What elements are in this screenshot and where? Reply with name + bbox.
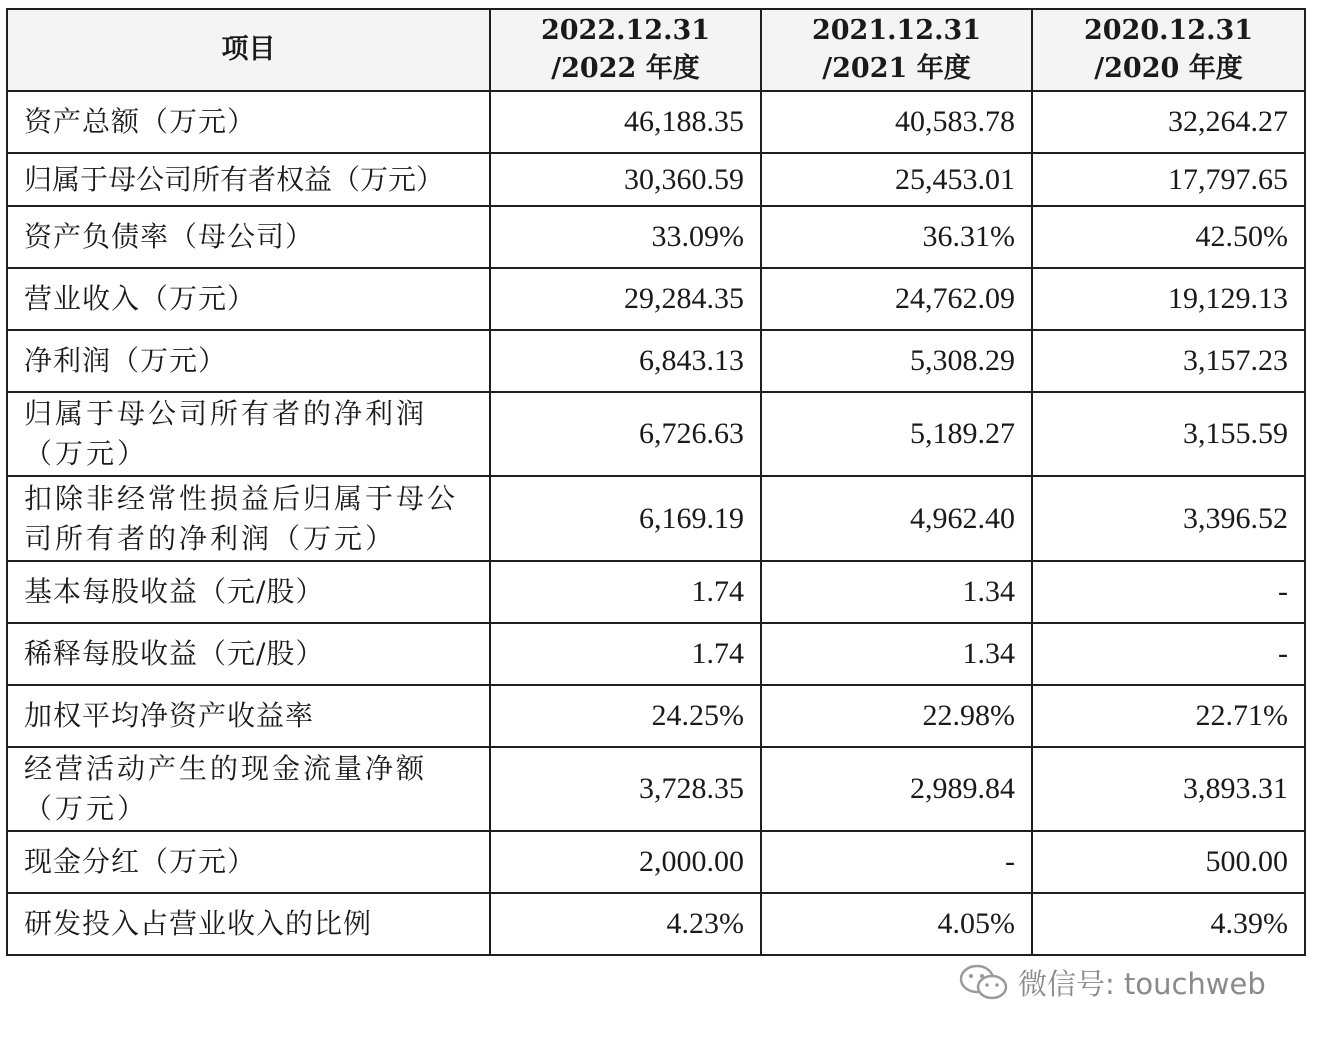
wechat-watermark [958, 960, 1266, 1004]
header-2020 [1032, 9, 1305, 91]
row-label: 经营活动产生的现金流量净额（万元） [7, 747, 490, 831]
header-2022-year: /2022 年度 [551, 53, 700, 84]
financial-data-table [6, 8, 1306, 956]
value-2022: 2,000.00 [490, 831, 761, 893]
header-2021 [761, 9, 1032, 91]
row-label: 加权平均净资产收益率 [7, 685, 490, 747]
value-2022: 24.25% [490, 685, 761, 747]
table-row [7, 747, 1305, 831]
header-2021-year: /2021 年度 [822, 53, 971, 84]
value-2020: 3,157.23 [1032, 330, 1305, 392]
header-2020-date: 2020.12.31 [1083, 15, 1254, 46]
value-2022: 29,284.35 [490, 268, 761, 330]
table-row [7, 623, 1305, 685]
table-row [7, 476, 1305, 561]
table-row [7, 561, 1305, 623]
table-row [7, 893, 1305, 955]
header-item: 项目 [7, 9, 490, 91]
value-2021: 2,989.84 [761, 747, 1032, 831]
value-2022: 6,843.13 [490, 330, 761, 392]
table-row [7, 206, 1305, 268]
header-2020-year: /2020 年度 [1094, 53, 1243, 84]
value-2022: 3,728.35 [490, 747, 761, 831]
row-label: 基本每股收益（元/股） [7, 561, 490, 623]
value-2020: 3,893.31 [1032, 747, 1305, 831]
row-label: 净利润（万元） [7, 330, 490, 392]
value-2022: 30,360.59 [490, 153, 761, 206]
value-2022: 6,169.19 [490, 476, 761, 561]
value-2021: 5,189.27 [761, 392, 1032, 476]
row-label: 归属于母公司所有者的净利润（万元） [7, 392, 490, 476]
row-label: 资产总额（万元） [7, 91, 490, 153]
watermark-text: 微信号: touchweb [1018, 966, 1266, 1001]
row-label: 现金分红（万元） [7, 831, 490, 893]
value-2022: 6,726.63 [490, 392, 761, 476]
value-2021: 36.31% [761, 206, 1032, 268]
value-2020: 500.00 [1032, 831, 1305, 893]
wechat-icon [958, 962, 1010, 1002]
value-2021: 22.98% [761, 685, 1032, 747]
value-2020: 22.71% [1032, 685, 1305, 747]
header-2022-date: 2022.12.31 [540, 15, 711, 46]
row-label: 稀释每股收益（元/股） [7, 623, 490, 685]
row-label: 归属于母公司所有者权益（万元） [7, 153, 490, 206]
value-2021: 1.34 [761, 561, 1032, 623]
row-label: 营业收入（万元） [7, 268, 490, 330]
value-2020: - [1032, 623, 1305, 685]
value-2020: 4.39% [1032, 893, 1305, 955]
table-row [7, 685, 1305, 747]
row-label: 资产负债率（母公司） [7, 206, 490, 268]
row-label: 研发投入占营业收入的比例 [7, 893, 490, 955]
value-2021: - [761, 831, 1032, 893]
value-2021: 24,762.09 [761, 268, 1032, 330]
value-2022: 1.74 [490, 623, 761, 685]
value-2020: 19,129.13 [1032, 268, 1305, 330]
table-row [7, 831, 1305, 893]
header-2021-date: 2021.12.31 [811, 15, 982, 46]
table-row [7, 392, 1305, 476]
value-2021: 40,583.78 [761, 91, 1032, 153]
value-2022: 46,188.35 [490, 91, 761, 153]
value-2021: 5,308.29 [761, 330, 1032, 392]
table-row [7, 268, 1305, 330]
value-2021: 1.34 [761, 623, 1032, 685]
value-2021: 25,453.01 [761, 153, 1032, 206]
header-row [7, 9, 1305, 91]
row-label: 扣除非经常性损益后归属于母公司所有者的净利润（万元） [7, 476, 490, 561]
value-2020: 3,396.52 [1032, 476, 1305, 561]
value-2022: 4.23% [490, 893, 761, 955]
value-2020: 32,264.27 [1032, 91, 1305, 153]
table-row [7, 153, 1305, 206]
value-2022: 33.09% [490, 206, 761, 268]
value-2020: 42.50% [1032, 206, 1305, 268]
header-2022 [490, 9, 761, 91]
value-2020: 3,155.59 [1032, 392, 1305, 476]
table-row [7, 91, 1305, 153]
value-2022: 1.74 [490, 561, 761, 623]
value-2021: 4.05% [761, 893, 1032, 955]
value-2020: 17,797.65 [1032, 153, 1305, 206]
value-2020: - [1032, 561, 1305, 623]
table-row [7, 330, 1305, 392]
value-2021: 4,962.40 [761, 476, 1032, 561]
